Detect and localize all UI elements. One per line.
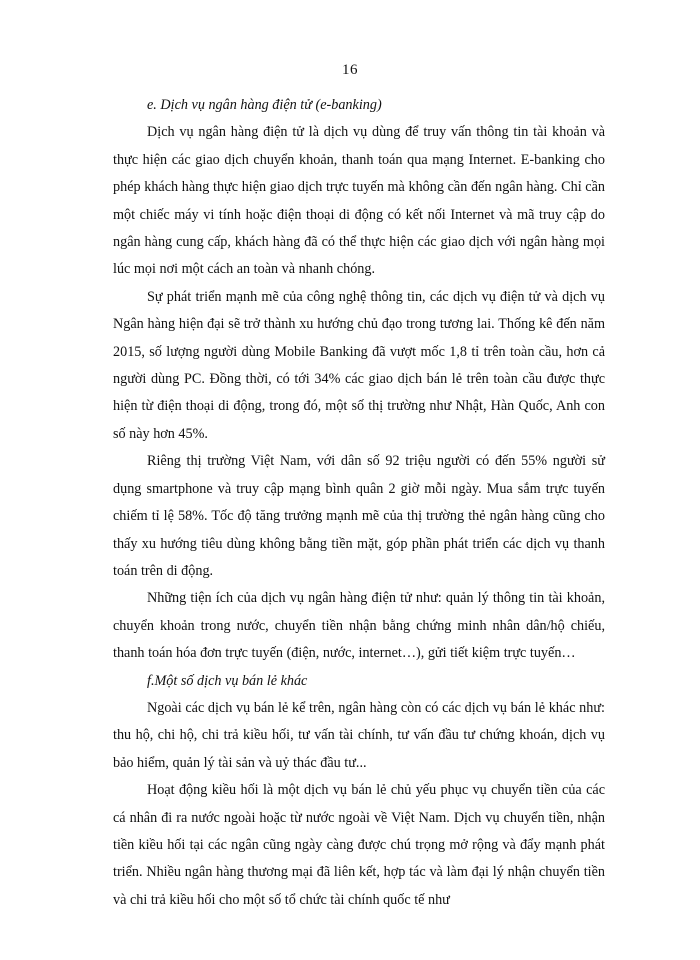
paragraph-technology-trends: Sự phát triển mạnh mẽ của công nghệ thông tin, các dịch vụ điện tử và dịch vụ Ngân hàng hiện đại sẽ trở thành xu hướng chủ đạo trong tương lai. Thống kê đến năm 2015, số lượng người dùng Mobile Banking đã vượt mốc 1,8 tỉ trên toàn cầu, hơn cả người dùng PC. Đồng thời, có tới 34% các giao dịch bán lẻ trên toàn cầu được thực hiện từ điện thoại di động, trong đó, một số thị trường như Nhật, Hàn Quốc, Anh con số này hơn 45%.: [113, 288, 605, 442]
page-body: [113, 92, 605, 914]
paragraph-remittance: Hoạt động kiều hối là một dịch vụ bán lẻ chủ yếu phục vụ chuyển tiền của các cá nhân đi ra nước ngoài hoặc từ nước ngoài về Việt Nam. Dịch vụ chuyển tiền, nhận tiền kiều hối tại các ngân cũng ngày càng được chú trọng mở rộng và đẩy mạnh phát triển. Nhiều ngân hàng thương mại đã liên kết, hợp tác và làm đại lý nhận chuyển tiền và chi trả kiều hối cho một số tổ chức tài chính quốc tế như: [113, 782, 605, 908]
paragraph-other-retail-services: Ngoài các dịch vụ bán lẻ kể trên, ngân hàng còn có các dịch vụ bán lẻ khác như: thu hộ, chi hộ, chi trả kiều hối, tư vấn tài chính, tư vấn đầu tư chứng khoán, dịch vụ bảo hiểm, quản lý tài sản và uỷ thác đầu tư...: [113, 699, 605, 771]
paragraph-e-banking-utilities: Những tiện ích của dịch vụ ngân hàng điện tử như: quản lý thông tin tài khoản, chuyển khoản trong nước, chuyển tiền nhận bằng chứng minh nhân dân/hộ chiếu, thanh toán hóa đơn trực tuyến (điện, nước, internet…), gửi tiết kiệm trực tuyến…: [113, 590, 605, 662]
section-heading-e-banking: e. Dịch vụ ngân hàng điện tử (e-banking): [147, 97, 382, 113]
section-heading-other-retail: f.Một số dịch vụ bán lẻ khác: [147, 672, 308, 689]
paragraph-vietnam-market: Riêng thị trường Việt Nam, với dân số 92 triệu người có đến 55% người sử dụng smartphone và truy cập mạng bình quân 2 giờ mỗi ngày. Mua sắm trực tuyến chiếm tỉ lệ 58%. Tốc độ tăng trưởng mạnh mẽ của thị trường thẻ ngân hàng cũng cho thấy xu hướng tiêu dùng không bằng tiền mặt, góp phần phát triển các dịch vụ thanh toán trên di động.: [113, 453, 605, 579]
page-number: 16: [342, 62, 358, 78]
paragraph-e-banking-definition: Dịch vụ ngân hàng điện tử là dịch vụ dùng để truy vấn thông tin tài khoản và thực hiện các giao dịch chuyển khoản, thanh toán qua mạng Internet. E-banking cho phép khách hàng thực hiện giao dịch trực tuyến mà không cần đến ngân hàng. Chỉ cần một chiếc máy vi tính hoặc điện thoại di động có kết nối Internet và mã truy cập do ngân hàng cung cấp, khách hàng đã có thể thực hiện các giao dịch với ngân hàng mọi lúc mọi nơi một cách an toàn và nhanh chóng.: [113, 124, 605, 278]
